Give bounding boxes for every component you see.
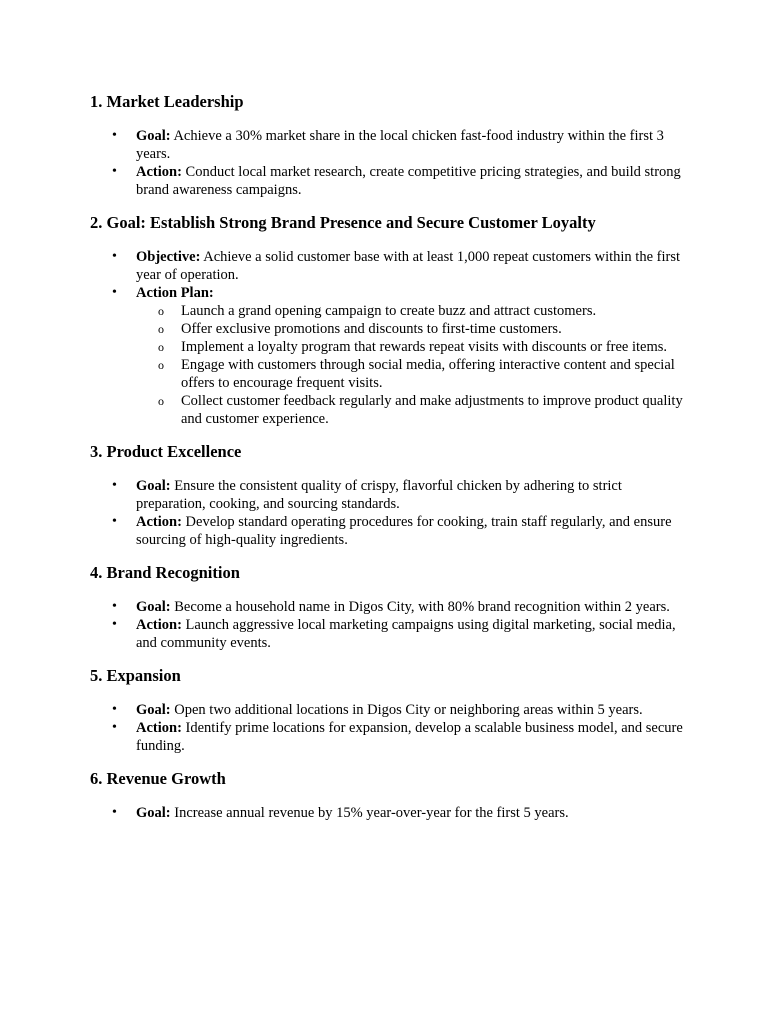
list-item xyxy=(90,804,690,822)
item-text: Conduct local market research, create competitive pricing strategies, and build strong brand awareness campaigns. xyxy=(136,164,681,198)
list-item xyxy=(90,719,690,755)
item-label: Goal: xyxy=(136,805,171,821)
list-item xyxy=(90,477,690,513)
list-item xyxy=(90,163,690,199)
bullet-list xyxy=(90,248,690,428)
bullet-list xyxy=(90,127,690,199)
item-label: Objective: xyxy=(136,249,201,265)
item-text: Become a household name in Digos City, with 80% brand recognition within 2 years. xyxy=(170,599,670,615)
section-product-excellence xyxy=(90,441,690,549)
section-heading: 2. Goal: Establish Strong Brand Presence and Secure Customer Loyalty xyxy=(90,213,596,232)
list-item xyxy=(90,248,690,284)
document-body xyxy=(90,91,690,835)
item-label: Goal: xyxy=(136,702,171,718)
list-item xyxy=(90,284,690,428)
item-label: Action: xyxy=(136,720,182,736)
item-text: Achieve a solid customer base with at least 1,000 repeat customers within the first year of operation. xyxy=(136,249,681,283)
section-brand-recognition xyxy=(90,562,690,652)
item-text: Launch aggressive local marketing campaigns using digital marketing, social media, and community events. xyxy=(136,617,676,651)
item-text: Achieve a 30% market share in the local chicken fast-food industry within the first 3 years. xyxy=(136,128,664,162)
list-item xyxy=(90,127,690,163)
list-item xyxy=(90,616,690,652)
bullet-list xyxy=(90,804,690,822)
item-text: Open two additional locations in Digos City or neighboring areas within 5 years. xyxy=(170,702,643,718)
section-market-leadership xyxy=(90,91,690,199)
item-label: Action: xyxy=(136,617,182,633)
sub-list-item: o Offer exclusive promotions and discounts to first-time customers. xyxy=(136,320,690,338)
section-heading: 3. Product Excellence xyxy=(90,442,242,461)
list-item xyxy=(90,513,690,549)
sub-bullet-list xyxy=(136,302,690,428)
sub-list-item: o Collect customer feedback regularly and make adjustments to improve product quality and customer experience. xyxy=(136,392,690,428)
item-label: Goal: xyxy=(136,128,171,144)
list-item xyxy=(90,701,690,719)
item-label: Action: xyxy=(136,514,182,530)
item-label: Goal: xyxy=(136,599,171,615)
item-text: Ensure the consistent quality of crispy, flavorful chicken by adhering to strict preparation, cooking, and sourcing standards. xyxy=(136,478,622,512)
bullet-list xyxy=(90,701,690,755)
sub-list-item: o Launch a grand opening campaign to create buzz and attract customers. xyxy=(136,302,690,320)
item-label: Goal: xyxy=(136,478,171,494)
sub-list-item: o Implement a loyalty program that rewards repeat visits with discounts or free items. xyxy=(136,338,690,356)
section-heading: 1. Market Leadership xyxy=(90,92,244,111)
section-heading: 4. Brand Recognition xyxy=(90,563,240,582)
sub-list-item: o Engage with customers through social media, offering interactive content and special offers to encourage frequent visits. xyxy=(136,356,690,392)
item-label: Action Plan: xyxy=(136,285,214,301)
item-label: Action: xyxy=(136,164,182,180)
bullet-list xyxy=(90,598,690,652)
bullet-list xyxy=(90,477,690,549)
section-heading: 6. Revenue Growth xyxy=(90,769,226,788)
section-revenue-growth xyxy=(90,768,690,822)
item-text: Identify prime locations for expansion, develop a scalable business model, and secure funding. xyxy=(136,720,683,754)
section-expansion xyxy=(90,665,690,755)
section-brand-presence xyxy=(90,212,690,428)
list-item xyxy=(90,598,690,616)
item-text: Increase annual revenue by 15% year-over-year for the first 5 years. xyxy=(170,805,569,821)
section-heading: 5. Expansion xyxy=(90,666,181,685)
item-text: Develop standard operating procedures for cooking, train staff regularly, and ensure sourcing of high-quality ingredients. xyxy=(136,514,672,548)
